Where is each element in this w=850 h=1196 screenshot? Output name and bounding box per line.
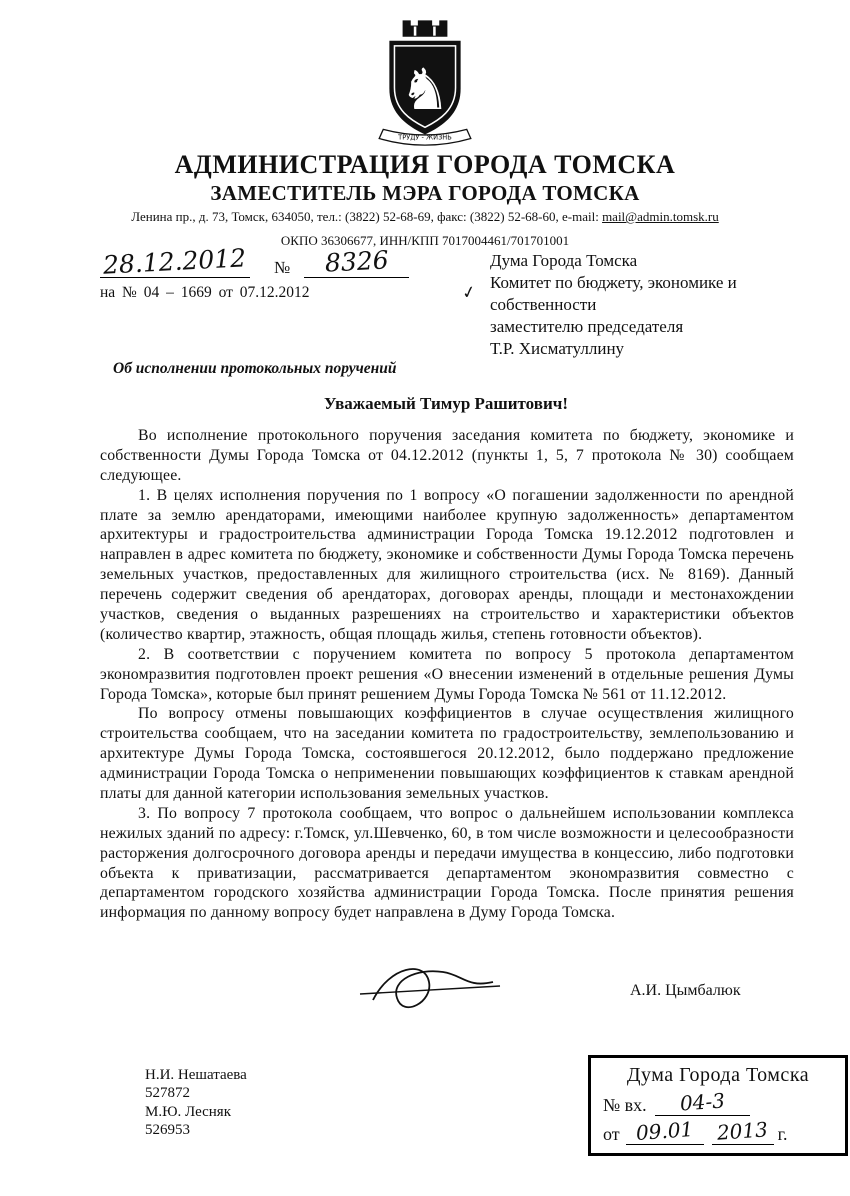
reply-reference: на № 04 – 1669 от 07.12.2012 bbox=[100, 284, 310, 301]
recipient-position: заместителю председателя bbox=[490, 317, 684, 337]
outgoing-reference bbox=[100, 243, 409, 280]
registration-codes: ОКПО 36306677, ИНН/КПП 7017004461/701701001 bbox=[280, 233, 570, 248]
incoming-stamp bbox=[588, 1055, 848, 1156]
stamp-in-number-handwritten: 04-3 bbox=[678, 1088, 726, 1116]
executor-contacts bbox=[145, 1066, 247, 1139]
address-line bbox=[0, 209, 850, 225]
stamp-org-name: Дума Города Томска bbox=[626, 1064, 810, 1086]
stamp-incoming-number-row bbox=[603, 1088, 833, 1116]
stamp-date-label: от bbox=[603, 1124, 620, 1144]
recipient-committee: Комитет по бюджету, экономике и собственности bbox=[490, 273, 737, 315]
stamp-year-slot bbox=[712, 1117, 774, 1145]
executor-name-1: Н.И. Нешатаева bbox=[145, 1067, 247, 1083]
crown-slit bbox=[433, 27, 436, 36]
org-name: АДМИНИСТРАЦИЯ ГОРОДА ТОМСКА bbox=[174, 150, 676, 179]
paragraph-3: 2. В соответствии с поручением комитета по вопросу 5 протокола департаментом экономразвития подготовлен проект решения «О внесении изменений в отдельные решения Думы Города Томска», которые был принят решением Думы Города Томска № 561 от 11.12.2012. bbox=[100, 645, 794, 703]
recipient-org: Дума Города Томска bbox=[490, 251, 638, 270]
salutation: Уважаемый Тимур Рашитович! bbox=[324, 394, 568, 413]
stamp-date-slot bbox=[626, 1117, 704, 1145]
ribbon-motto: ТРУДУ - ЖИЗНЬ bbox=[398, 133, 452, 142]
stamp-in-label: № вх. bbox=[603, 1095, 647, 1115]
crown-icon bbox=[403, 20, 448, 36]
handwritten-checkmark: ✓ bbox=[460, 281, 479, 305]
address-text: Ленина пр., д. 73, Томск, 634050, тел.: (3822) 52-68-69, факс: (3822) 52-68-60, e-mail: bbox=[131, 209, 603, 224]
executor-name-2: М.Ю. Лесняк bbox=[145, 1103, 231, 1120]
outgoing-number-slot bbox=[304, 245, 409, 278]
paragraph-2: 1. В целях исполнения поручения по 1 вопросу «О погашении задолженности по арендной плате за землю арендаторами, имеющими наиболее крупную задолженность» департаментом архитектуры и градостроительства администрации Города Томска 19.12.2012 подготовлен и направлен в адрес комитета по бюджету, экономике и собственности Думы Города Томска перечень земельных участков, предоставленных для жилищного строительства (исх. № 8169). Данный перечень содержит сведения об арендаторах, договорах аренды, площади и местонахождении участков, сведения о выданных разрешениях на строительство и характеристики объектов (количество квартир, этажность, общая площадь жилья, степень готовности объектов). bbox=[100, 486, 794, 643]
outgoing-date-handwritten: 28.12.2012 bbox=[102, 243, 248, 280]
tomsk-coat-of-arms bbox=[369, 12, 481, 150]
paragraph-1: Во исполнение протокольного поручения заседания комитета по бюджету, экономике и собственности Думы Города Томска от 04.12.2012 (пункты 1, 5, 7 протокола № 30) сообщаем следующее. bbox=[100, 427, 794, 484]
executor-phone-2: 526953 bbox=[145, 1121, 190, 1138]
coat-of-arms-icon bbox=[369, 12, 481, 150]
stamp-year-handwritten: 2013 bbox=[716, 1117, 769, 1145]
stamp-in-number-slot bbox=[655, 1088, 750, 1116]
stamp-date-row bbox=[603, 1117, 833, 1145]
paragraph-5: 3. По вопросу 7 протокола сообщаем, что вопрос о дальнейшем использовании комплекса нежилых зданий по адресу: г.Томск, ул.Шевченко, 60, в том числе возможности и целесообразности расторжения долгосрочного договора аренды и передачи имущества в концессию, либо подготовки объекта к приватизации, рассматривается департаментом экономразвития совместно с департаментом городского хозяйства администрации Города Томска. После принятия решения информация по данному вопросу будет направлена в Думу Города Томска. bbox=[100, 804, 794, 922]
signatory-name: А.И. Цымбалюк bbox=[630, 982, 741, 999]
number-label: № bbox=[274, 258, 291, 277]
letter-body bbox=[100, 426, 794, 923]
outgoing-date-slot bbox=[100, 243, 250, 280]
stamp-date-handwritten: 09.01 bbox=[635, 1117, 694, 1145]
org-title: ЗАМЕСТИТЕЛЬ МЭРА ГОРОДА ТОМСКА bbox=[210, 181, 640, 205]
recipient-person: Т.Р. Хисматуллину bbox=[490, 339, 625, 359]
stamp-year-suffix: г. bbox=[777, 1124, 788, 1144]
subject-line: Об исполнении протокольных поручений bbox=[113, 360, 397, 377]
signature-scribble bbox=[355, 958, 505, 1026]
horse-icon: ♞ bbox=[399, 57, 451, 123]
recipient-block bbox=[490, 250, 782, 360]
executor-phone-1: 527872 bbox=[145, 1085, 190, 1102]
email-link[interactable]: mail@admin.tomsk.ru bbox=[602, 209, 719, 224]
paragraph-4: По вопросу отмены повышающих коэффициентов в случае осуществления жилищного строительства сообщаем, что на заседании комитета по градостроительству, землепользованию и архитектуре Думы Города Томска, состоявшегося 20.12.2012, было поддержано предложение администрации Города Томска о неприменении повышающих коэффициентов к ставкам арендной платы для данной категории использования земельных участков. bbox=[100, 705, 794, 803]
outgoing-number-handwritten: 8326 bbox=[324, 245, 390, 278]
crown-slit bbox=[414, 27, 417, 36]
